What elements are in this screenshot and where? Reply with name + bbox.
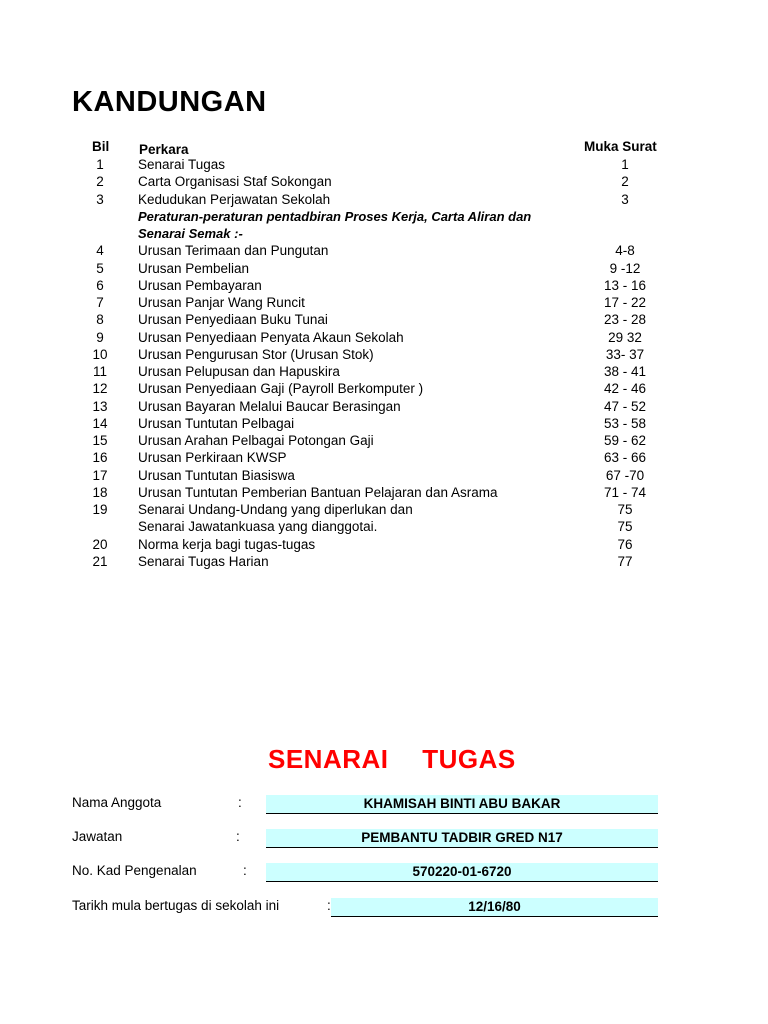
row-number: 9 bbox=[96, 329, 104, 345]
row-item: Urusan Bayaran Melalui Baucar Berasingan bbox=[138, 398, 401, 414]
row-number: 16 bbox=[92, 450, 108, 466]
row-number: 14 bbox=[92, 415, 108, 431]
row-page: 63 - 66 bbox=[603, 450, 647, 466]
table-row bbox=[0, 294, 768, 311]
row-item: Kedudukan Perjawatan Sekolah bbox=[138, 191, 331, 207]
table-row bbox=[0, 346, 768, 363]
row-page: 38 - 41 bbox=[603, 364, 647, 379]
table-row bbox=[0, 311, 768, 328]
row-page: 71 - 74 bbox=[603, 484, 647, 500]
row-number: 7 bbox=[96, 295, 104, 310]
field-label: Jawatan bbox=[72, 829, 123, 844]
field-label: No. Kad Pengenalan bbox=[72, 863, 197, 878]
row-number: 17 bbox=[92, 467, 108, 483]
row-page: 76 bbox=[617, 536, 633, 552]
row-page: 42 - 46 bbox=[603, 381, 647, 397]
field-colon: : bbox=[243, 863, 247, 878]
row-number: 3 bbox=[96, 191, 104, 207]
row-item: Urusan Penyediaan Buku Tunai bbox=[138, 312, 328, 328]
row-item: Senarai Undang-Undang yang diperlukan dan bbox=[138, 502, 413, 517]
field-colon: : bbox=[238, 795, 242, 810]
row-item: Urusan Pembelian bbox=[138, 260, 250, 276]
row-item: Senarai Tugas Harian bbox=[138, 553, 269, 569]
field-no-kad-pengenalan bbox=[0, 863, 768, 883]
table-row bbox=[0, 432, 768, 449]
row-item: Urusan Arahan Pelbagai Potongan Gaji bbox=[138, 433, 374, 448]
table-row bbox=[0, 156, 768, 173]
row-item: Urusan Pembayaran bbox=[138, 277, 262, 293]
header-bil: Bil bbox=[92, 139, 110, 154]
row-number: 8 bbox=[96, 312, 104, 328]
row-number: 4 bbox=[96, 243, 104, 259]
row-page: 13 - 16 bbox=[603, 277, 647, 293]
row-page: 23 - 28 bbox=[603, 312, 647, 328]
row-page: 75 bbox=[617, 519, 633, 535]
header-muka-surat: Muka Surat bbox=[584, 139, 657, 154]
row-page: 2 bbox=[621, 174, 629, 190]
row-number: 21 bbox=[92, 553, 108, 569]
row-page: 77 bbox=[617, 553, 633, 569]
row-item: Urusan Tuntutan Biasiswa bbox=[138, 467, 295, 483]
row-number: 19 bbox=[92, 502, 108, 517]
row-item: Senarai Tugas bbox=[138, 157, 226, 172]
table-row bbox=[0, 173, 768, 190]
table-row bbox=[0, 449, 768, 466]
row-page: 29 32 bbox=[608, 329, 642, 345]
row-item: Urusan Perkiraan KWSP bbox=[138, 450, 287, 466]
table-row bbox=[0, 467, 768, 484]
row-item: Urusan Penyediaan Penyata Akaun Sekolah bbox=[138, 329, 404, 345]
field-jawatan bbox=[0, 829, 768, 849]
field-value: PEMBANTU TADBIR GRED N17 bbox=[266, 829, 658, 848]
row-number: 18 bbox=[92, 484, 108, 500]
table-row bbox=[0, 208, 768, 225]
row-item: Urusan Pengurusan Stor (Urusan Stok) bbox=[138, 346, 374, 362]
row-page: 67 -70 bbox=[605, 467, 645, 483]
senarai-tugas-title: SENARAI TUGAS bbox=[268, 744, 516, 774]
header-perkara: Perkara bbox=[139, 142, 189, 157]
table-row bbox=[0, 501, 768, 518]
field-tarikh-mula-bertugas bbox=[0, 898, 768, 918]
row-number: 13 bbox=[92, 398, 108, 414]
row-page: 47 - 52 bbox=[603, 398, 647, 414]
row-number: 5 bbox=[96, 260, 104, 276]
table-row bbox=[0, 380, 768, 397]
table-row bbox=[0, 484, 768, 501]
table-row bbox=[0, 398, 768, 415]
row-item: Senarai Jawatankuasa yang dianggotai. bbox=[138, 519, 378, 535]
field-value: 570220-01-6720 bbox=[266, 863, 658, 882]
row-page: 1 bbox=[621, 157, 629, 172]
table-row bbox=[0, 329, 768, 346]
row-number: 6 bbox=[96, 277, 104, 293]
row-item: Peraturan-peraturan pentadbiran Proses Kerja, Carta Aliran dan bbox=[138, 208, 532, 224]
row-page: 9 -12 bbox=[609, 260, 641, 276]
field-label: Nama Anggota bbox=[72, 795, 162, 810]
row-number: 12 bbox=[92, 381, 108, 397]
row-item: Urusan Tuntutan Pemberian Bantuan Pelajaran dan Asrama bbox=[138, 484, 498, 500]
table-row bbox=[0, 553, 768, 570]
row-page: 59 - 62 bbox=[603, 433, 647, 448]
table-row bbox=[0, 363, 768, 380]
row-page: 33- 37 bbox=[605, 346, 645, 362]
row-number: 11 bbox=[92, 364, 107, 379]
field-colon: : bbox=[236, 829, 240, 844]
table-row bbox=[0, 242, 768, 259]
row-item: Urusan Panjar Wang Runcit bbox=[138, 295, 305, 310]
field-label: Tarikh mula bertugas di sekolah ini bbox=[72, 898, 280, 913]
table-row bbox=[0, 518, 768, 535]
row-page: 53 - 58 bbox=[603, 415, 647, 431]
row-number: 10 bbox=[92, 346, 108, 362]
field-value: KHAMISAH BINTI ABU BAKAR bbox=[266, 795, 658, 814]
table-row bbox=[0, 260, 768, 277]
table-row bbox=[0, 225, 768, 242]
row-page: 4-8 bbox=[615, 243, 635, 259]
table-row bbox=[0, 191, 768, 208]
table-row bbox=[0, 277, 768, 294]
row-item: Urusan Tuntutan Pelbagai bbox=[138, 415, 295, 431]
row-number: 1 bbox=[96, 157, 104, 172]
table-row bbox=[0, 536, 768, 553]
row-item: Senarai Semak :- bbox=[138, 226, 243, 241]
contents-table bbox=[0, 156, 768, 570]
row-page: 75 bbox=[617, 502, 633, 517]
row-page: 3 bbox=[621, 191, 629, 207]
row-page: 17 - 22 bbox=[603, 295, 647, 310]
row-item: Norma kerja bagi tugas-tugas bbox=[138, 536, 316, 552]
row-number: 20 bbox=[92, 536, 108, 552]
page-title: KANDUNGAN bbox=[72, 86, 267, 118]
row-item: Carta Organisasi Staf Sokongan bbox=[138, 174, 332, 190]
row-number: 2 bbox=[96, 174, 104, 190]
field-nama-anggota bbox=[0, 795, 768, 815]
table-row bbox=[0, 415, 768, 432]
field-value: 12/16/80 bbox=[331, 898, 658, 917]
row-item: Urusan Penyediaan Gaji (Payroll Berkomputer ) bbox=[138, 381, 424, 397]
row-item: Urusan Terimaan dan Pungutan bbox=[138, 243, 329, 259]
field-colon: : bbox=[327, 898, 331, 913]
row-item: Urusan Pelupusan dan Hapuskira bbox=[138, 364, 340, 379]
row-number: 15 bbox=[92, 433, 108, 448]
